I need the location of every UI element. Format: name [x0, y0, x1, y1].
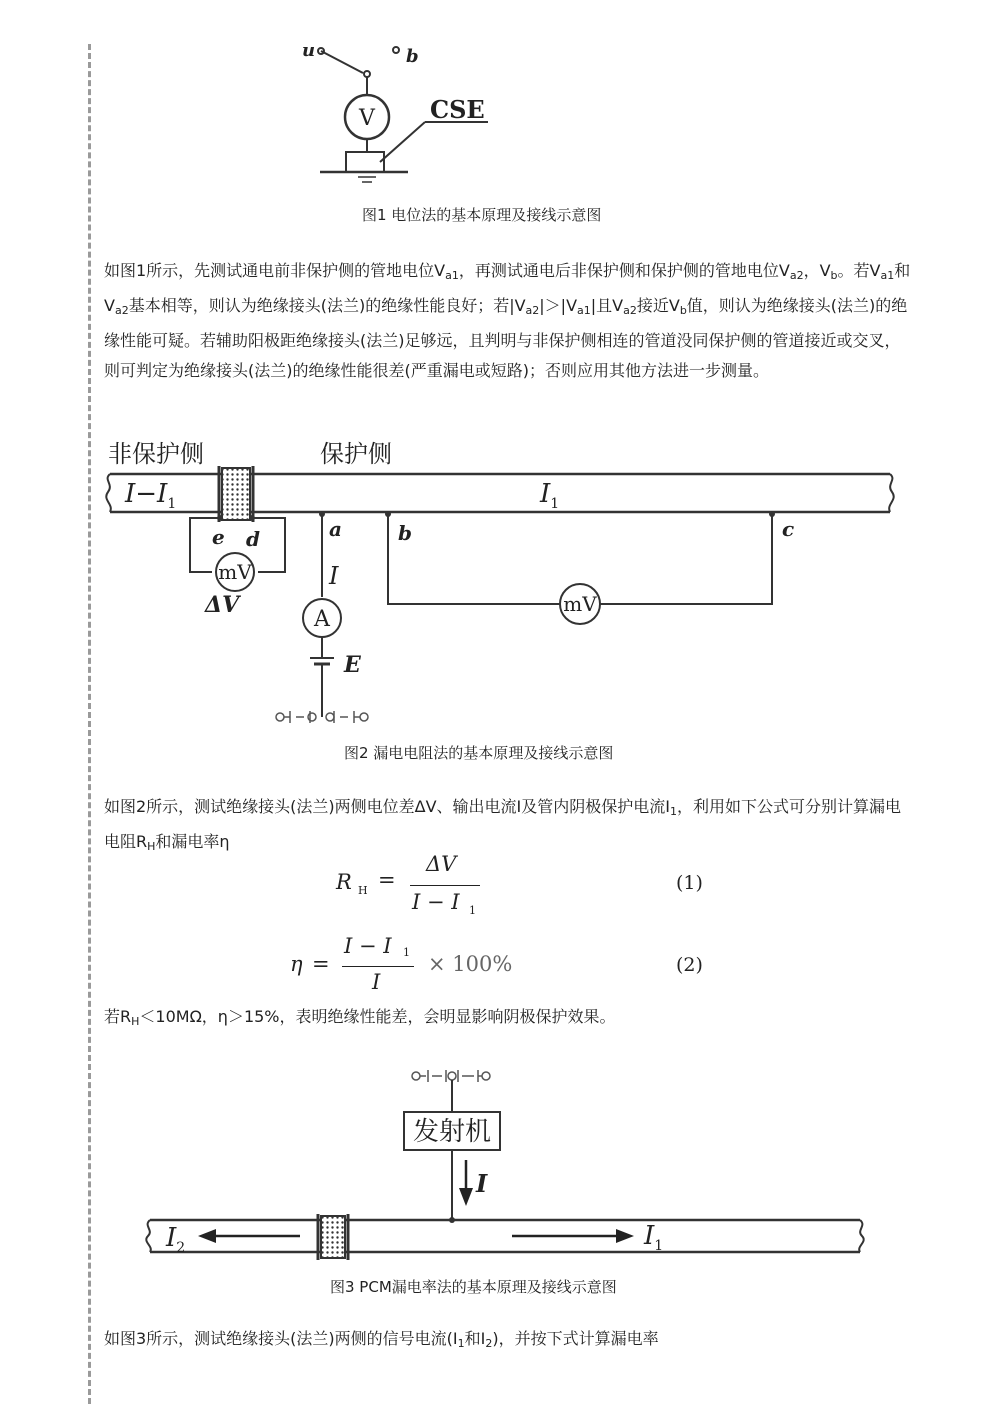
figure-1-caption: 图1 电位法的基本原理及接线示意图 — [362, 206, 602, 224]
figure-2-diagram — [100, 432, 910, 732]
equation-2-number: (2) — [676, 954, 703, 976]
svg-text:I1: $I_1$ — [540, 479, 560, 512]
node-b: b — [398, 521, 412, 545]
left-mv-label: mV — [218, 560, 252, 584]
label-protected-side: 保护侧 — [320, 440, 392, 468]
label-unprotected-side: 非保护侧 — [108, 440, 204, 468]
paragraph-pcm-method: 如图3所示，测试绝缘接头(法兰)两侧的信号电流($I_1$和$I_2$)，并按下式计算漏电率 — [104, 1329, 659, 1350]
insulating-joint-fig3 — [321, 1216, 345, 1258]
figure-2-caption: 图2 漏电电阻法的基本原理及接线示意图 — [344, 744, 614, 762]
ammeter-label: A — [314, 607, 330, 632]
insulating-joint — [222, 468, 250, 520]
transmitter-label: 发射机 — [412, 1117, 492, 1147]
fig3-label-i2: I — [166, 1223, 177, 1253]
node-e: e — [212, 525, 225, 549]
fig1-label-u: u — [302, 40, 316, 61]
fig1-label-b: b — [406, 46, 419, 67]
fig1-cse-label: CSE — [430, 95, 485, 124]
paragraph-potential-method: 如图1所示，先测试通电前非保护侧的管地电位$V_{a1}$，再测试通电后非保护侧和保护侧的管地电位$V_{a2}$，$V_b$。若$V_{a1}$和$V_{a2}$基本相等，则认为绝缘接头(法兰)的绝缘性能良好；若$|V_{a2}|>|V_{a1}|$且$V_{a2}$接近$V_b$值，则认为绝缘接头(法兰)的绝缘性能可疑。若辅助阳极距绝缘接头(法兰)足够远，且判明与非保护侧相连的管道没同保护侧的管道接近或交叉，则可判定为绝缘接头(法兰)的绝缘性能很差(严重漏电或短路)；否则应用其他方法进一步测量。 — [104, 261, 911, 380]
label-i1: I — [540, 479, 551, 509]
paragraph-leakage-resistance: 如图2所示，测试绝缘接头(法兰)两侧电位差ΔV、输出电流I及管内阴极保护电流$I_1$，利用如下公式可分别计算漏电电阻$R_H$和漏电率η — [104, 797, 902, 853]
svg-text:I1: $I_1$ — [644, 1221, 664, 1254]
current-i-label: I — [329, 562, 339, 590]
node-a: a — [329, 517, 342, 541]
svg-text:I2: $I_2$ — [166, 1223, 186, 1256]
delta-v-label: ΔV — [205, 592, 240, 618]
fig3-current-i: I — [476, 1169, 488, 1198]
figure-1-diagram — [300, 40, 510, 190]
fig3-label-i1: I — [644, 1221, 655, 1251]
figure-3-caption: 图3 PCM漏电率法的基本原理及接线示意图 — [330, 1278, 617, 1296]
source-e-label: E — [344, 652, 361, 678]
equation-2: η = I − I 1 I × 100% — [290, 934, 513, 994]
page-left-dashed-border — [88, 44, 91, 1404]
equation-1: R H = ΔV I − I 1 — [330, 852, 530, 922]
node-c: c — [782, 517, 795, 541]
svg-text:I−I1: $I-I_1$ — [125, 479, 177, 512]
label-left-current: I−I — [125, 479, 168, 509]
fig1-meter-label: V — [359, 106, 375, 131]
paragraph-criteria: 若$R_H<10M\Omega$，η＞15%，表明绝缘性能差，会明显影响阴极保护效果。 — [104, 1007, 616, 1028]
node-d: d — [246, 527, 260, 551]
equation-1-number: (1) — [676, 872, 703, 894]
figure-3-diagram — [140, 1060, 870, 1270]
right-mv-label: mV — [563, 592, 597, 616]
